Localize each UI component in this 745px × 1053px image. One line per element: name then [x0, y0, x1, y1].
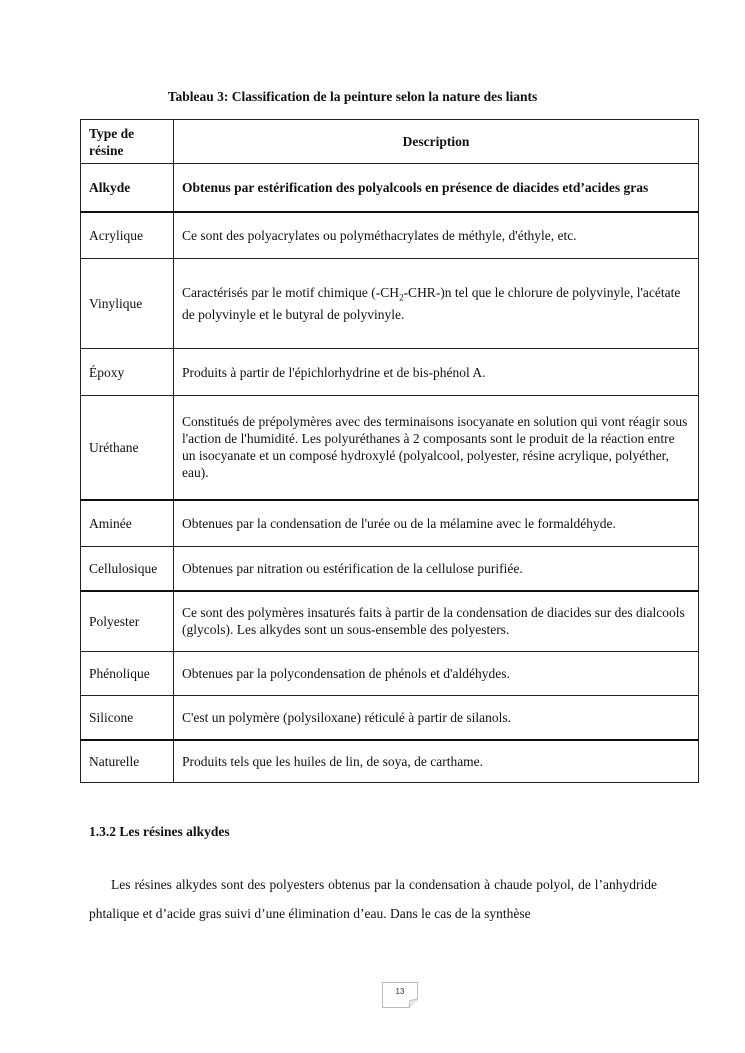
row-description: Obtenus par estérification des polyalcools en présence de diacides etd’acides gras: [174, 164, 699, 212]
resin-classification-table: [80, 119, 699, 783]
header-description: Description: [174, 120, 699, 164]
row-type: Uréthane: [81, 396, 174, 500]
row-description: Produits à partir de l'épichlorhydrine et de bis-phénol A.: [174, 349, 699, 396]
table-row: [81, 396, 699, 500]
row-type: Polyester: [81, 591, 174, 652]
table-row: [81, 740, 699, 783]
table-row: [81, 212, 699, 259]
row-description: Produits tels que les huiles de lin, de soya, de carthame.: [174, 740, 699, 783]
table-row: [81, 164, 699, 212]
row-type: Époxy: [81, 349, 174, 396]
formula-suffix: -CHR-)n tel que le chlorure de polyvinyle, l'acétate de polyvinyle et le butyral de polyvinyle.: [182, 284, 681, 323]
formula-prefix: Caractérisés par le motif chimique (-CH: [182, 284, 400, 300]
table-row: [81, 591, 699, 652]
header-type: Type de résine: [81, 120, 174, 164]
table-row: [81, 259, 699, 349]
table-row: [81, 547, 699, 591]
row-type: Phénolique: [81, 652, 174, 696]
table-row: [81, 696, 699, 740]
row-description: Ce sont des polymères insaturés faits à partir de la condensation de diacides sur des dialcools (glycols). Les alkydes sont un sous-ensemble des polyesters.: [174, 591, 699, 652]
row-type: Naturelle: [81, 740, 174, 783]
row-description: Obtenues par la condensation de l'urée ou de la mélamine avec le formaldéhyde.: [174, 500, 699, 547]
row-type: Cellulosique: [81, 547, 174, 591]
table-row: [81, 500, 699, 547]
row-description: Constitués de prépolymères avec des terminaisons isocyanate en solution qui vont réagir sous l'action de l'humidité. Les polyuréthanes à 2 composants sont le produit de la réaction entre un isocyanate et un composé hydroxylé (polyalcool, polyester, résine acrylique, polyéther, eau).: [174, 396, 699, 500]
row-description: Obtenues par la polycondensation de phénols et d'aldéhydes.: [174, 652, 699, 696]
formula-subscript: 2: [399, 292, 404, 303]
row-description: Ce sont des polyacrylates ou polyméthacrylates de méthyle, d'éthyle, etc.: [174, 212, 699, 259]
row-description: [174, 259, 699, 349]
page-number: 13: [395, 987, 405, 996]
row-type: Acrylique: [81, 212, 174, 259]
row-type: Aminée: [81, 500, 174, 547]
table-row: [81, 349, 699, 396]
row-description: C'est un polymère (polysiloxane) réticulé à partir de silanols.: [174, 696, 699, 740]
row-description: Obtenues par nitration ou estérification de la cellulose purifiée.: [174, 547, 699, 591]
row-type: Vinylique: [81, 259, 174, 349]
row-type: Silicone: [81, 696, 174, 740]
table-header-row: [81, 120, 699, 164]
row-type: Alkyde: [81, 164, 174, 212]
table-row: [81, 652, 699, 696]
body-paragraph: Les résines alkydes sont des polyesters obtenus par la condensation à chaude polyol, de l’anhydride phtalique et d’acide gras suivi d’une élimination d’eau. Dans le cas de la synthèse: [89, 877, 657, 921]
section-heading: 1.3.2 Les résines alkydes: [89, 824, 230, 839]
table-caption: Tableau 3: Classification de la peinture selon la nature des liants: [167, 89, 538, 104]
page-number-box: [382, 982, 418, 1008]
